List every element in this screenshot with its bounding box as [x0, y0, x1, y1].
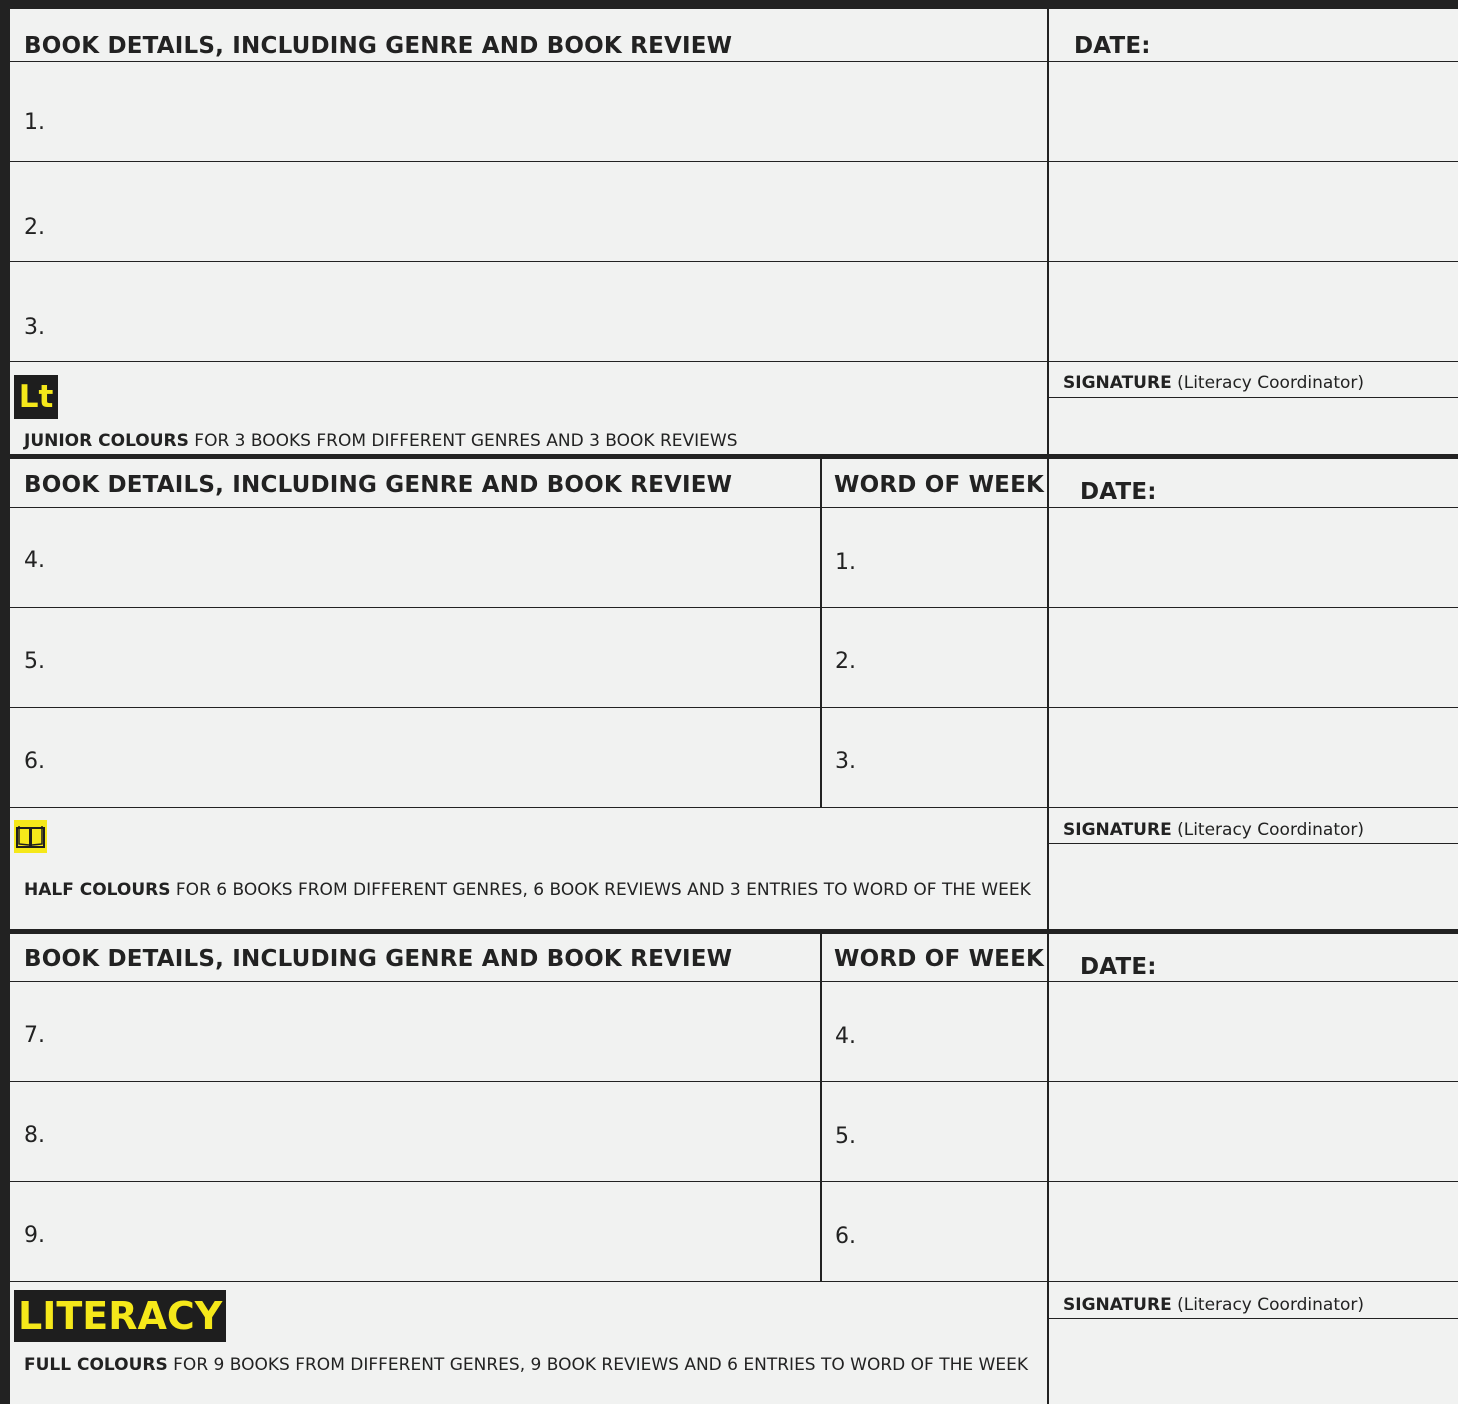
page-border-top: [0, 0, 1458, 9]
signature-line: [1048, 397, 1458, 398]
book-details-header: BOOK DETAILS, INCLUDING GENRE AND BOOK REVIEW: [24, 33, 733, 59]
row-divider: [10, 707, 1458, 708]
full-colours-note: [24, 1355, 1034, 1376]
row-divider: [10, 607, 1458, 608]
column-divider: [820, 459, 822, 808]
section-divider: [10, 929, 1458, 934]
column-divider: [1047, 934, 1049, 1404]
note-bold: HALF COLOURS: [24, 880, 171, 900]
note-bold: FULL COLOURS: [24, 1355, 168, 1375]
signature-role: (Literacy Coordinator): [1171, 373, 1365, 393]
row-divider: [10, 1181, 1458, 1182]
signature-role: (Literacy Coordinator): [1171, 820, 1365, 840]
signature-label: [1063, 373, 1364, 393]
note-text: FOR 6 BOOKS FROM DIFFERENT GENRES, 6 BOOK REVIEWS AND 3 ENTRIES TO WORD OF THE WEEK: [170, 880, 1031, 900]
book-row-8[interactable]: 8.: [24, 1123, 45, 1148]
book-row-7[interactable]: 7.: [24, 1023, 45, 1048]
signature-line: [1048, 1318, 1458, 1319]
book-details-header: BOOK DETAILS, INCLUDING GENRE AND BOOK REVIEW: [24, 946, 733, 972]
book-row-4[interactable]: 4.: [24, 548, 45, 573]
row-divider: [10, 361, 1458, 362]
signature-role: (Literacy Coordinator): [1171, 1295, 1365, 1315]
word-of-week-header: WORD OF WEEK: [834, 946, 1045, 972]
word-row-2[interactable]: 2.: [835, 649, 856, 674]
row-divider: [10, 161, 1458, 162]
open-book-icon-svg: [14, 820, 47, 853]
word-row-6[interactable]: 6.: [835, 1224, 856, 1249]
book-row-1[interactable]: 1.: [24, 110, 45, 135]
junior-colours-note: [24, 431, 1034, 452]
book-details-header: BOOK DETAILS, INCLUDING GENRE AND BOOK REVIEW: [24, 472, 733, 498]
row-divider: [10, 1081, 1458, 1082]
half-colours-note: [24, 880, 1034, 901]
row-divider: [10, 507, 1458, 508]
note-text: FOR 9 BOOKS FROM DIFFERENT GENRES, 9 BOOK REVIEWS AND 6 ENTRIES TO WORD OF THE WEEK: [167, 1355, 1028, 1375]
lt-badge: Lt: [14, 375, 58, 419]
row-divider: [10, 261, 1458, 262]
open-book-icon: [14, 820, 47, 853]
row-divider: [10, 1281, 1458, 1282]
book-row-9[interactable]: 9.: [24, 1223, 45, 1248]
book-row-5[interactable]: 5.: [24, 649, 45, 674]
row-divider: [10, 981, 1458, 982]
word-row-5[interactable]: 5.: [835, 1124, 856, 1149]
page-border-left: [0, 0, 10, 1404]
column-divider: [1047, 459, 1049, 929]
signature-bold: SIGNATURE: [1063, 373, 1172, 393]
book-row-2[interactable]: 2.: [24, 215, 45, 240]
word-of-week-header: WORD OF WEEK: [834, 472, 1045, 498]
section-divider: [10, 454, 1458, 459]
signature-line: [1048, 843, 1458, 844]
row-divider: [10, 61, 1458, 62]
book-row-6[interactable]: 6.: [24, 749, 45, 774]
column-divider: [1047, 9, 1049, 454]
column-divider: [820, 934, 822, 1282]
signature-label: [1063, 1295, 1364, 1315]
signature-bold: SIGNATURE: [1063, 1295, 1172, 1315]
word-row-4[interactable]: 4.: [835, 1024, 856, 1049]
row-divider: [10, 807, 1458, 808]
literacy-badge: LITERACY: [14, 1290, 226, 1342]
date-header: DATE:: [1074, 33, 1151, 59]
word-row-3[interactable]: 3.: [835, 749, 856, 774]
book-row-3[interactable]: 3.: [24, 315, 45, 340]
note-bold: JUNIOR COLOURS: [24, 431, 189, 451]
date-header: DATE:: [1080, 954, 1157, 980]
date-header: DATE:: [1080, 479, 1157, 505]
note-text: FOR 3 BOOKS FROM DIFFERENT GENRES AND 3 BOOK REVIEWS: [188, 431, 738, 451]
signature-bold: SIGNATURE: [1063, 820, 1172, 840]
signature-label: [1063, 820, 1364, 840]
word-row-1[interactable]: 1.: [835, 550, 856, 575]
